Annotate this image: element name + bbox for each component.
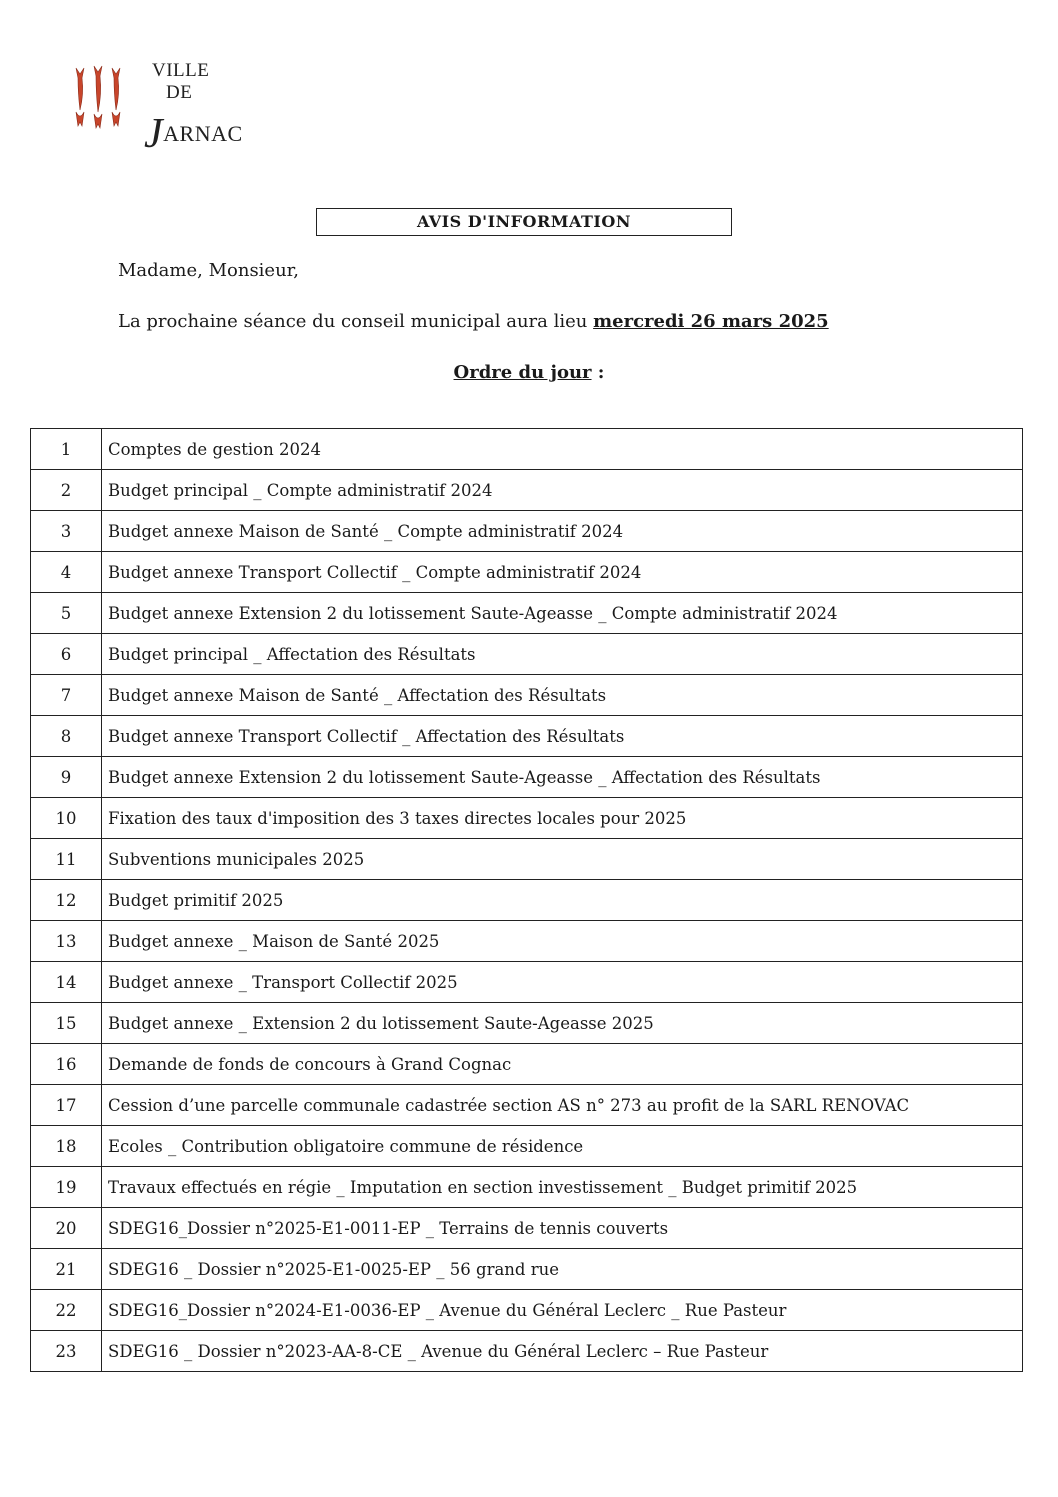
agenda-item-number: 23 bbox=[31, 1331, 102, 1372]
agenda-item-number: 1 bbox=[31, 429, 102, 470]
logo-ville-text: VILLE bbox=[152, 60, 210, 81]
agenda-item-label: Fixation des taux d'imposition des 3 taxes directes locales pour 2025 bbox=[102, 798, 1023, 839]
agenda-item-label: Travaux effectués en régie _ Imputation en section investissement _ Budget primitif 2025 bbox=[102, 1167, 1023, 1208]
agenda-table-body bbox=[31, 429, 1023, 1372]
agenda-item-label: Budget annexe _ Extension 2 du lotissement Saute-Ageasse 2025 bbox=[102, 1003, 1023, 1044]
agenda-item-number: 20 bbox=[31, 1208, 102, 1249]
agenda-row bbox=[31, 716, 1023, 757]
agenda-row bbox=[31, 429, 1023, 470]
agenda-row bbox=[31, 880, 1023, 921]
agenda-item-number: 14 bbox=[31, 962, 102, 1003]
agenda-item-label: Budget principal _ Compte administratif 2024 bbox=[102, 470, 1023, 511]
agenda-row bbox=[31, 1044, 1023, 1085]
agenda-table bbox=[30, 428, 1023, 1372]
agenda-item-label: Budget primitif 2025 bbox=[102, 880, 1023, 921]
agenda-row bbox=[31, 593, 1023, 634]
agenda-item-label: Budget annexe Extension 2 du lotissement Saute-Ageasse _ Compte administratif 2024 bbox=[102, 593, 1023, 634]
agenda-item-number: 9 bbox=[31, 757, 102, 798]
agenda-item-label: Budget annexe Extension 2 du lotissement Saute-Ageasse _ Affectation des Résultats bbox=[102, 757, 1023, 798]
agenda-item-label: Budget annexe Transport Collectif _ Affectation des Résultats bbox=[102, 716, 1023, 757]
agenda-item-label: Budget annexe Transport Collectif _ Compte administratif 2024 bbox=[102, 552, 1023, 593]
agenda-item-number: 5 bbox=[31, 593, 102, 634]
agenda-item-number: 11 bbox=[31, 839, 102, 880]
agenda-row bbox=[31, 1085, 1023, 1126]
agenda-item-number: 17 bbox=[31, 1085, 102, 1126]
logo-jarnac-initial: J bbox=[144, 111, 164, 157]
agenda-item-label: SDEG16_Dossier n°2024-E1-0036-EP _ Avenue du Général Leclerc _ Rue Pasteur bbox=[102, 1290, 1023, 1331]
agenda-item-label: SDEG16 _ Dossier n°2023-AA-8-CE _ Avenue du Général Leclerc – Rue Pasteur bbox=[102, 1331, 1023, 1372]
agenda-item-label: Budget principal _ Affectation des Résultats bbox=[102, 634, 1023, 675]
greeting: Madame, Monsieur, bbox=[118, 260, 300, 281]
agenda-item-number: 21 bbox=[31, 1249, 102, 1290]
agenda-title bbox=[0, 362, 1058, 383]
agenda-row bbox=[31, 1331, 1023, 1372]
agenda-row bbox=[31, 1126, 1023, 1167]
agenda-row bbox=[31, 1290, 1023, 1331]
agenda-item-number: 3 bbox=[31, 511, 102, 552]
city-logo bbox=[70, 58, 250, 157]
agenda-row bbox=[31, 1249, 1023, 1290]
agenda-row bbox=[31, 1167, 1023, 1208]
agenda-row bbox=[31, 839, 1023, 880]
agenda-row bbox=[31, 511, 1023, 552]
agenda-item-number: 16 bbox=[31, 1044, 102, 1085]
three-fish-coat-of-arms-icon bbox=[70, 64, 130, 144]
agenda-item-label: SDEG16_Dossier n°2025-E1-0011-EP _ Terrains de tennis couverts bbox=[102, 1208, 1023, 1249]
notice-title: AVIS D'INFORMATION bbox=[316, 208, 732, 236]
agenda-item-number: 7 bbox=[31, 675, 102, 716]
agenda-row bbox=[31, 470, 1023, 511]
agenda-item-label: Demande de fonds de concours à Grand Cognac bbox=[102, 1044, 1023, 1085]
agenda-item-number: 8 bbox=[31, 716, 102, 757]
agenda-row bbox=[31, 962, 1023, 1003]
intro-paragraph bbox=[118, 311, 829, 332]
agenda-item-label: Cession d’une parcelle communale cadastrée section AS n° 273 au profit de la SARL RENOVAC bbox=[102, 1085, 1023, 1126]
agenda-row bbox=[31, 1003, 1023, 1044]
agenda-item-label: Budget annexe _ Maison de Santé 2025 bbox=[102, 921, 1023, 962]
agenda-row bbox=[31, 798, 1023, 839]
agenda-item-number: 10 bbox=[31, 798, 102, 839]
meeting-date: mercredi 26 mars 2025 bbox=[593, 311, 829, 332]
agenda-item-label: Subventions municipales 2025 bbox=[102, 839, 1023, 880]
agenda-item-label: Comptes de gestion 2024 bbox=[102, 429, 1023, 470]
agenda-item-number: 18 bbox=[31, 1126, 102, 1167]
agenda-row bbox=[31, 634, 1023, 675]
agenda-item-label: Budget annexe Maison de Santé _ Affectation des Résultats bbox=[102, 675, 1023, 716]
logo-jarnac-rest: ARNAC bbox=[163, 121, 243, 146]
agenda-item-number: 19 bbox=[31, 1167, 102, 1208]
agenda-row bbox=[31, 757, 1023, 798]
intro-text: La prochaine séance du conseil municipal aura lieu bbox=[118, 311, 594, 332]
agenda-row bbox=[31, 552, 1023, 593]
agenda-item-label: SDEG16 _ Dossier n°2025-E1-0025-EP _ 56 grand rue bbox=[102, 1249, 1023, 1290]
logo-de-text: DE bbox=[166, 82, 193, 103]
agenda-row bbox=[31, 675, 1023, 716]
agenda-title-suffix: : bbox=[591, 362, 605, 383]
agenda-item-number: 22 bbox=[31, 1290, 102, 1331]
agenda-item-number: 15 bbox=[31, 1003, 102, 1044]
logo-jarnac-text bbox=[144, 104, 243, 157]
agenda-item-label: Budget annexe Maison de Santé _ Compte administratif 2024 bbox=[102, 511, 1023, 552]
agenda-item-number: 4 bbox=[31, 552, 102, 593]
agenda-row bbox=[31, 921, 1023, 962]
agenda-item-label: Ecoles _ Contribution obligatoire commune de résidence bbox=[102, 1126, 1023, 1167]
agenda-item-number: 6 bbox=[31, 634, 102, 675]
agenda-item-number: 13 bbox=[31, 921, 102, 962]
agenda-item-label: Budget annexe _ Transport Collectif 2025 bbox=[102, 962, 1023, 1003]
agenda-item-number: 12 bbox=[31, 880, 102, 921]
agenda-item-number: 2 bbox=[31, 470, 102, 511]
agenda-title-text: Ordre du jour bbox=[453, 362, 592, 383]
agenda-row bbox=[31, 1208, 1023, 1249]
